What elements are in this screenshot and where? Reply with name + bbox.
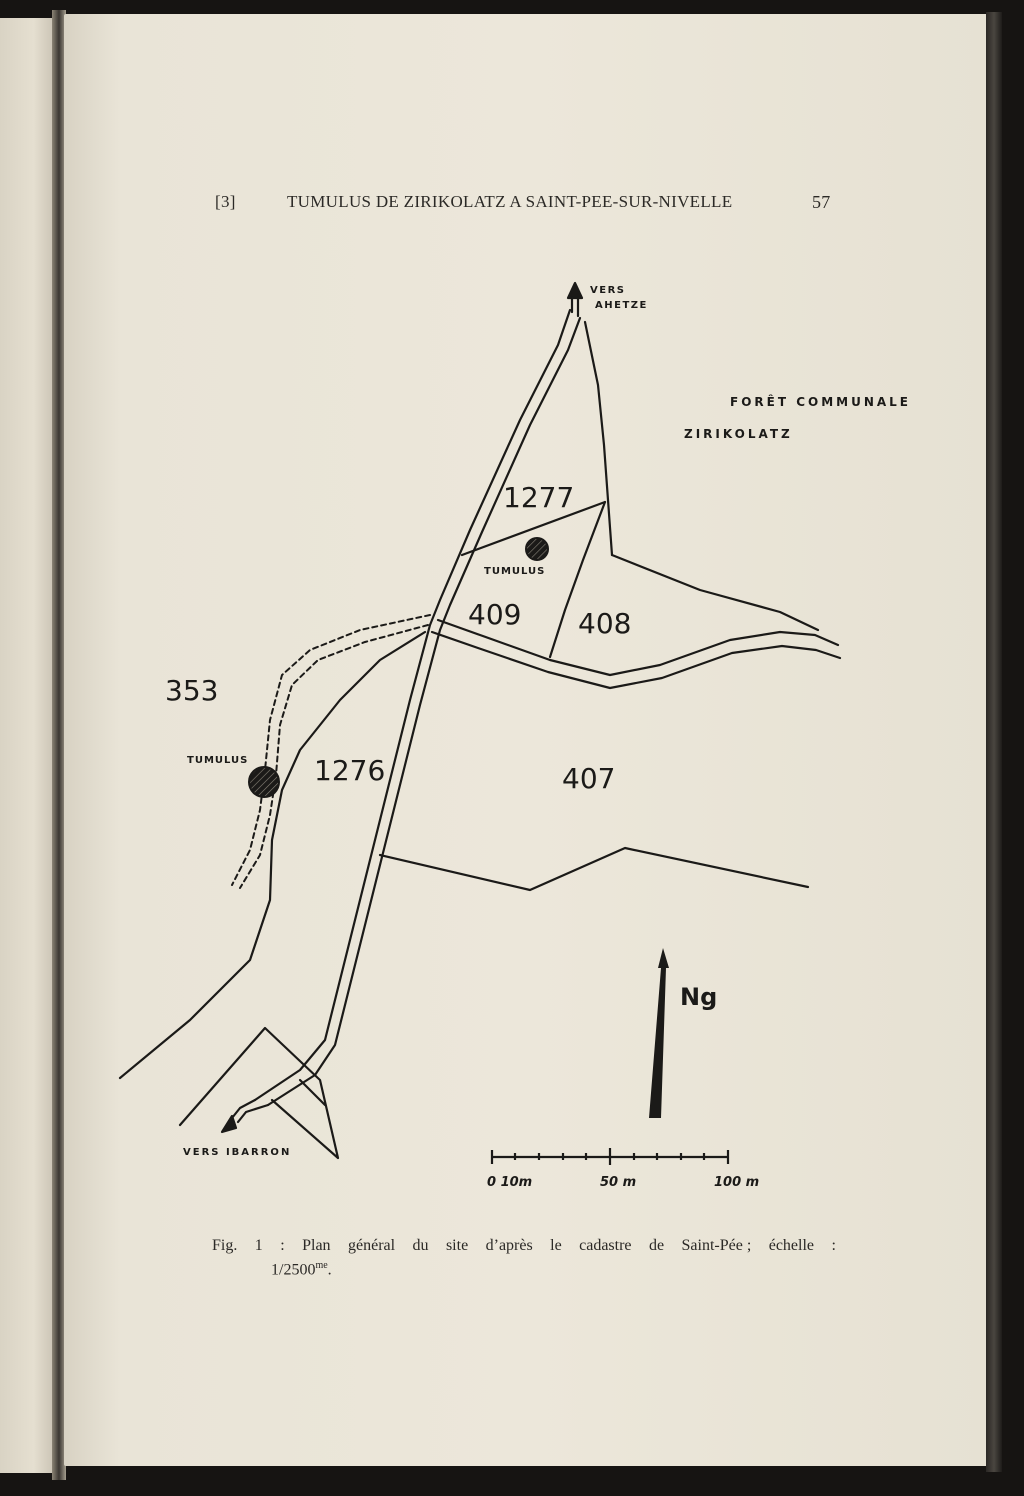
caption-word: : — [280, 1237, 285, 1254]
caption-word: cadastre — [579, 1237, 632, 1254]
north-arrow-label: Ng — [680, 983, 718, 1011]
caption-word: 1 — [254, 1237, 263, 1254]
caption-scale-value: 1/2500 — [271, 1261, 316, 1279]
caption-word: Fig. — [212, 1237, 238, 1254]
north-arrow-body — [649, 948, 669, 1118]
road-arrow-stem — [572, 298, 578, 316]
parcel-353: 353 — [165, 674, 219, 707]
direction-north-line1: VERS — [590, 285, 626, 296]
caption-word: : — [831, 1237, 836, 1254]
tumulus-label-north: TUMULUS — [484, 566, 546, 577]
parcel-407: 407 — [562, 762, 616, 795]
caption-word: d’après — [485, 1237, 533, 1254]
forest-label-line1: FORÊT COMMUNALE — [730, 395, 912, 409]
caption-word: général — [348, 1237, 396, 1254]
main-road-west-edge — [255, 310, 570, 1100]
road-arrow-south — [222, 1116, 236, 1132]
header-bracket-number: [3] — [215, 192, 236, 211]
boundary-408-east — [612, 555, 818, 630]
scale-label-100m: 100 m — [714, 1175, 760, 1190]
caption-period: . — [327, 1261, 332, 1279]
caption-scale-superscript: me — [315, 1260, 328, 1271]
caption-word: Plan — [302, 1237, 331, 1254]
parcel-408: 408 — [578, 607, 632, 640]
caption-line-2 — [212, 1256, 836, 1280]
tumulus-marker-north — [526, 538, 548, 560]
tumulus-label-west: TUMULUS — [187, 755, 249, 766]
header-running-title: TUMULUS DE ZIRIKOLATZ A SAINT-PEE-SUR-NIVELLE — [287, 192, 733, 211]
caption-word: site — [445, 1237, 469, 1254]
caption-word: le — [550, 1237, 562, 1254]
boundary-407-south — [380, 848, 808, 890]
parcel-1276: 1276 — [314, 754, 386, 787]
north-arrow — [649, 948, 717, 1118]
scale-bar — [492, 1148, 728, 1165]
caption-word: échelle — [768, 1237, 815, 1254]
caption-word: du — [412, 1237, 429, 1254]
page-number: 57 — [812, 192, 831, 212]
scale-label-50m: 50 m — [600, 1175, 637, 1190]
figure-caption — [212, 1236, 836, 1280]
forest-label-line2: ZIRIKOLATZ — [684, 427, 793, 441]
parcel-1277: 1277 — [503, 481, 575, 514]
road-arrow-north — [568, 283, 582, 298]
caption-word: Saint-Pée ; — [681, 1237, 752, 1254]
scale-label-0-10m: 0 10m — [487, 1175, 533, 1190]
main-road-east-edge — [268, 318, 580, 1105]
tumulus-marker-west — [249, 767, 279, 797]
caption-word: de — [648, 1237, 665, 1254]
parcel-409: 409 — [468, 598, 522, 631]
direction-north-line2: AHETZE — [595, 300, 648, 311]
caption-line-1 — [212, 1236, 836, 1256]
direction-south: VERS IBARRON — [183, 1147, 292, 1158]
